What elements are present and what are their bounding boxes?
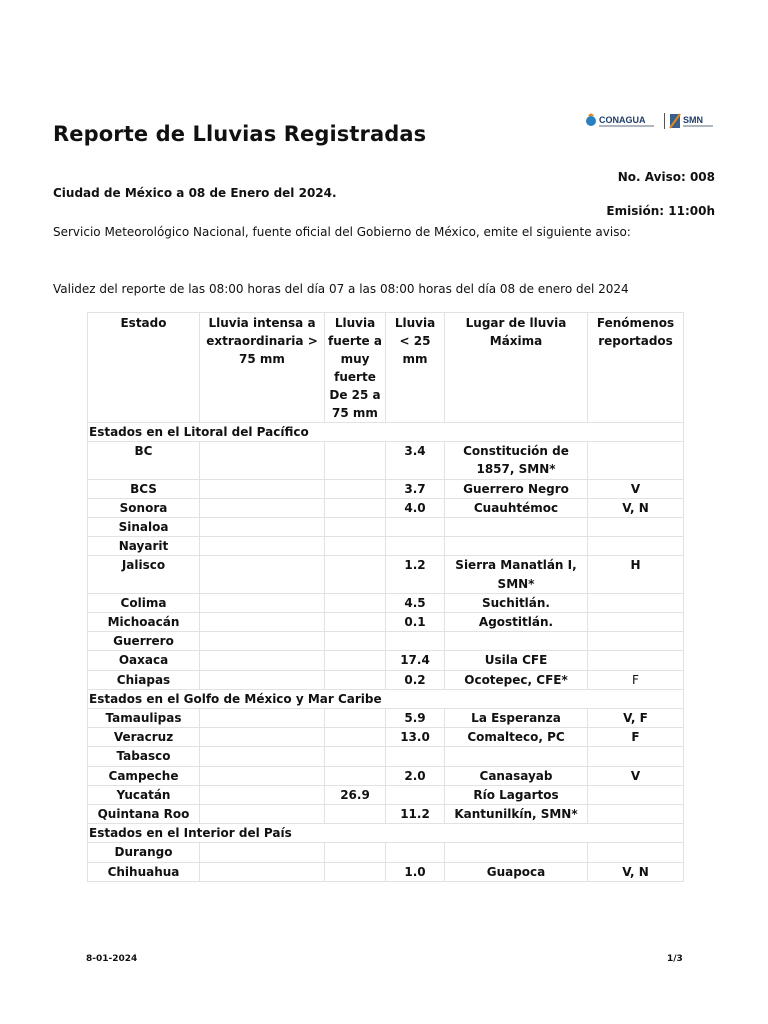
table-row bbox=[88, 747, 684, 766]
table-row bbox=[88, 785, 684, 804]
cell-estado: BC bbox=[88, 442, 200, 479]
cell-fuerte bbox=[325, 728, 386, 747]
section-row bbox=[88, 689, 684, 708]
footer-date: 8-01-2024 bbox=[86, 954, 138, 964]
section-row bbox=[88, 423, 684, 442]
cell-fuerte bbox=[325, 498, 386, 517]
cell-fen bbox=[588, 747, 684, 766]
cell-menor bbox=[386, 747, 445, 766]
col-estado-header: Estado bbox=[88, 313, 200, 423]
cell-lugar: Ocotepec, CFE* bbox=[445, 670, 588, 689]
table-body bbox=[88, 423, 684, 882]
cell-intensa bbox=[200, 785, 325, 804]
aviso-number: No. Aviso: 008 bbox=[617, 170, 715, 184]
cell-estado: Oaxaca bbox=[88, 651, 200, 670]
cell-fuerte bbox=[325, 709, 386, 728]
cell-menor bbox=[386, 843, 445, 862]
cell-intensa bbox=[200, 747, 325, 766]
cell-intensa bbox=[200, 805, 325, 824]
cell-fen bbox=[588, 613, 684, 632]
cell-menor: 4.0 bbox=[386, 498, 445, 517]
cell-fuerte bbox=[325, 556, 386, 593]
cell-intensa bbox=[200, 651, 325, 670]
cell-fuerte bbox=[325, 766, 386, 785]
cell-estado: Michoacán bbox=[88, 613, 200, 632]
cell-fuerte bbox=[325, 805, 386, 824]
cell-intensa bbox=[200, 479, 325, 498]
cell-lugar: Cuauhtémoc bbox=[445, 498, 588, 517]
cell-intensa bbox=[200, 843, 325, 862]
cell-estado: BCS bbox=[88, 479, 200, 498]
table-row bbox=[88, 670, 684, 689]
table-row bbox=[88, 613, 684, 632]
cell-intensa bbox=[200, 709, 325, 728]
cell-menor: 5.9 bbox=[386, 709, 445, 728]
rainfall-table bbox=[87, 312, 684, 882]
cell-lugar bbox=[445, 518, 588, 537]
cell-fuerte bbox=[325, 670, 386, 689]
cell-estado: Veracruz bbox=[88, 728, 200, 747]
cell-fen: H bbox=[588, 556, 684, 593]
cell-lugar: Constitución de 1857, SMN* bbox=[445, 442, 588, 479]
col-menor-header: Lluvia < 25 mm bbox=[386, 313, 445, 423]
cell-fen: F bbox=[588, 728, 684, 747]
cell-fen: V, F bbox=[588, 709, 684, 728]
cell-intensa bbox=[200, 593, 325, 612]
cell-lugar: Agostitlán. bbox=[445, 613, 588, 632]
cell-fen: V bbox=[588, 479, 684, 498]
table-row bbox=[88, 593, 684, 612]
cell-lugar bbox=[445, 747, 588, 766]
table-row bbox=[88, 479, 684, 498]
cell-intensa bbox=[200, 556, 325, 593]
cell-fuerte bbox=[325, 479, 386, 498]
agency-logos bbox=[584, 110, 720, 132]
cell-intensa bbox=[200, 728, 325, 747]
cell-menor bbox=[386, 785, 445, 804]
cell-fen bbox=[588, 537, 684, 556]
table-row bbox=[88, 632, 684, 651]
cell-fuerte: 26.9 bbox=[325, 785, 386, 804]
cell-intensa bbox=[200, 537, 325, 556]
cell-fuerte bbox=[325, 843, 386, 862]
cell-menor bbox=[386, 537, 445, 556]
cell-fen bbox=[588, 843, 684, 862]
cell-fen bbox=[588, 785, 684, 804]
cell-menor: 11.2 bbox=[386, 805, 445, 824]
cell-fen bbox=[588, 805, 684, 824]
cell-menor: 0.2 bbox=[386, 670, 445, 689]
smn-logo-text: SMN bbox=[683, 115, 703, 125]
col-intensa-header: Lluvia intensa a extraordinaria > 75 mm bbox=[200, 313, 325, 423]
cell-lugar bbox=[445, 843, 588, 862]
cell-fuerte bbox=[325, 747, 386, 766]
conagua-logo-text: CONAGUA bbox=[599, 115, 646, 125]
col-lugar-header: Lugar de lluvia Máxima bbox=[445, 313, 588, 423]
cell-estado: Chihuahua bbox=[88, 862, 200, 881]
footer-page: 1/3 bbox=[667, 954, 683, 964]
cell-estado: Guerrero bbox=[88, 632, 200, 651]
cell-fuerte bbox=[325, 651, 386, 670]
emission-time: Emisión: 11:00h bbox=[606, 204, 715, 218]
cell-lugar: Canasayab bbox=[445, 766, 588, 785]
cell-intensa bbox=[200, 632, 325, 651]
cell-estado: Yucatán bbox=[88, 785, 200, 804]
section-title: Estados en el Interior del País bbox=[88, 824, 684, 843]
table-row bbox=[88, 766, 684, 785]
cell-fuerte bbox=[325, 862, 386, 881]
cell-estado: Campeche bbox=[88, 766, 200, 785]
cell-fuerte bbox=[325, 593, 386, 612]
cell-lugar: Usila CFE bbox=[445, 651, 588, 670]
cell-estado: Colima bbox=[88, 593, 200, 612]
cell-menor bbox=[386, 518, 445, 537]
city-date: Ciudad de México a 08 de Enero del 2024. bbox=[53, 186, 337, 200]
cell-menor: 0.1 bbox=[386, 613, 445, 632]
cell-lugar bbox=[445, 537, 588, 556]
cell-menor: 13.0 bbox=[386, 728, 445, 747]
table-row bbox=[88, 805, 684, 824]
cell-menor: 2.0 bbox=[386, 766, 445, 785]
cell-estado: Tamaulipas bbox=[88, 709, 200, 728]
cell-menor: 4.5 bbox=[386, 593, 445, 612]
cell-estado: Durango bbox=[88, 843, 200, 862]
cell-lugar: Suchitlán. bbox=[445, 593, 588, 612]
section-title: Estados en el Golfo de México y Mar Caribe bbox=[88, 689, 684, 708]
table-row bbox=[88, 556, 684, 593]
cell-lugar: Kantunilkín, SMN* bbox=[445, 805, 588, 824]
cell-lugar: La Esperanza bbox=[445, 709, 588, 728]
cell-estado: Sonora bbox=[88, 498, 200, 517]
cell-fen bbox=[588, 593, 684, 612]
cell-fuerte bbox=[325, 537, 386, 556]
cell-estado: Sinaloa bbox=[88, 518, 200, 537]
cell-menor: 1.0 bbox=[386, 862, 445, 881]
table-header-row bbox=[88, 313, 684, 423]
cell-intensa bbox=[200, 766, 325, 785]
cell-menor: 1.2 bbox=[386, 556, 445, 593]
cell-fen bbox=[588, 632, 684, 651]
intro-text: Servicio Meteorológico Nacional, fuente oficial del Gobierno de México, emite el siguiente aviso: bbox=[53, 225, 631, 239]
table-row bbox=[88, 728, 684, 747]
table-row bbox=[88, 518, 684, 537]
cell-fen bbox=[588, 651, 684, 670]
section-row bbox=[88, 824, 684, 843]
cell-estado: Quintana Roo bbox=[88, 805, 200, 824]
col-fuerte-header: Lluvia fuerte a muy fuerte De 25 a 75 mm bbox=[325, 313, 386, 423]
report-title: Reporte de Lluvias Registradas bbox=[53, 122, 427, 146]
cell-intensa bbox=[200, 518, 325, 537]
cell-fuerte bbox=[325, 613, 386, 632]
cell-fen bbox=[588, 518, 684, 537]
cell-menor: 3.4 bbox=[386, 442, 445, 479]
cell-fen: F bbox=[588, 670, 684, 689]
cell-lugar: Guapoca bbox=[445, 862, 588, 881]
cell-estado: Tabasco bbox=[88, 747, 200, 766]
cell-estado: Nayarit bbox=[88, 537, 200, 556]
cell-intensa bbox=[200, 862, 325, 881]
table-row bbox=[88, 651, 684, 670]
cell-fen bbox=[588, 442, 684, 479]
table-row bbox=[88, 537, 684, 556]
cell-menor: 17.4 bbox=[386, 651, 445, 670]
cell-lugar: Río Lagartos bbox=[445, 785, 588, 804]
cell-fuerte bbox=[325, 518, 386, 537]
cell-lugar bbox=[445, 632, 588, 651]
cell-intensa bbox=[200, 613, 325, 632]
cell-estado: Jalisco bbox=[88, 556, 200, 593]
cell-fen: V, N bbox=[588, 862, 684, 881]
table-row bbox=[88, 442, 684, 479]
cell-intensa bbox=[200, 442, 325, 479]
table-row bbox=[88, 843, 684, 862]
cell-fen: V bbox=[588, 766, 684, 785]
cell-menor: 3.7 bbox=[386, 479, 445, 498]
cell-intensa bbox=[200, 498, 325, 517]
conagua-smn-logo bbox=[584, 110, 720, 132]
cell-fen: V, N bbox=[588, 498, 684, 517]
cell-lugar: Guerrero Negro bbox=[445, 479, 588, 498]
cell-fuerte bbox=[325, 632, 386, 651]
table-row bbox=[88, 498, 684, 517]
validity-text: Validez del reporte de las 08:00 horas del día 07 a las 08:00 horas del día 08 de enero del 2024 bbox=[53, 282, 629, 296]
table-row bbox=[88, 862, 684, 881]
cell-lugar: Comalteco, PC bbox=[445, 728, 588, 747]
col-fenomenos-header: Fenómenos reportados bbox=[588, 313, 684, 423]
cell-lugar: Sierra Manatlán I, SMN* bbox=[445, 556, 588, 593]
cell-intensa bbox=[200, 670, 325, 689]
cell-estado: Chiapas bbox=[88, 670, 200, 689]
section-title: Estados en el Litoral del Pacífico bbox=[88, 423, 684, 442]
table-row bbox=[88, 709, 684, 728]
cell-fuerte bbox=[325, 442, 386, 479]
cell-menor bbox=[386, 632, 445, 651]
